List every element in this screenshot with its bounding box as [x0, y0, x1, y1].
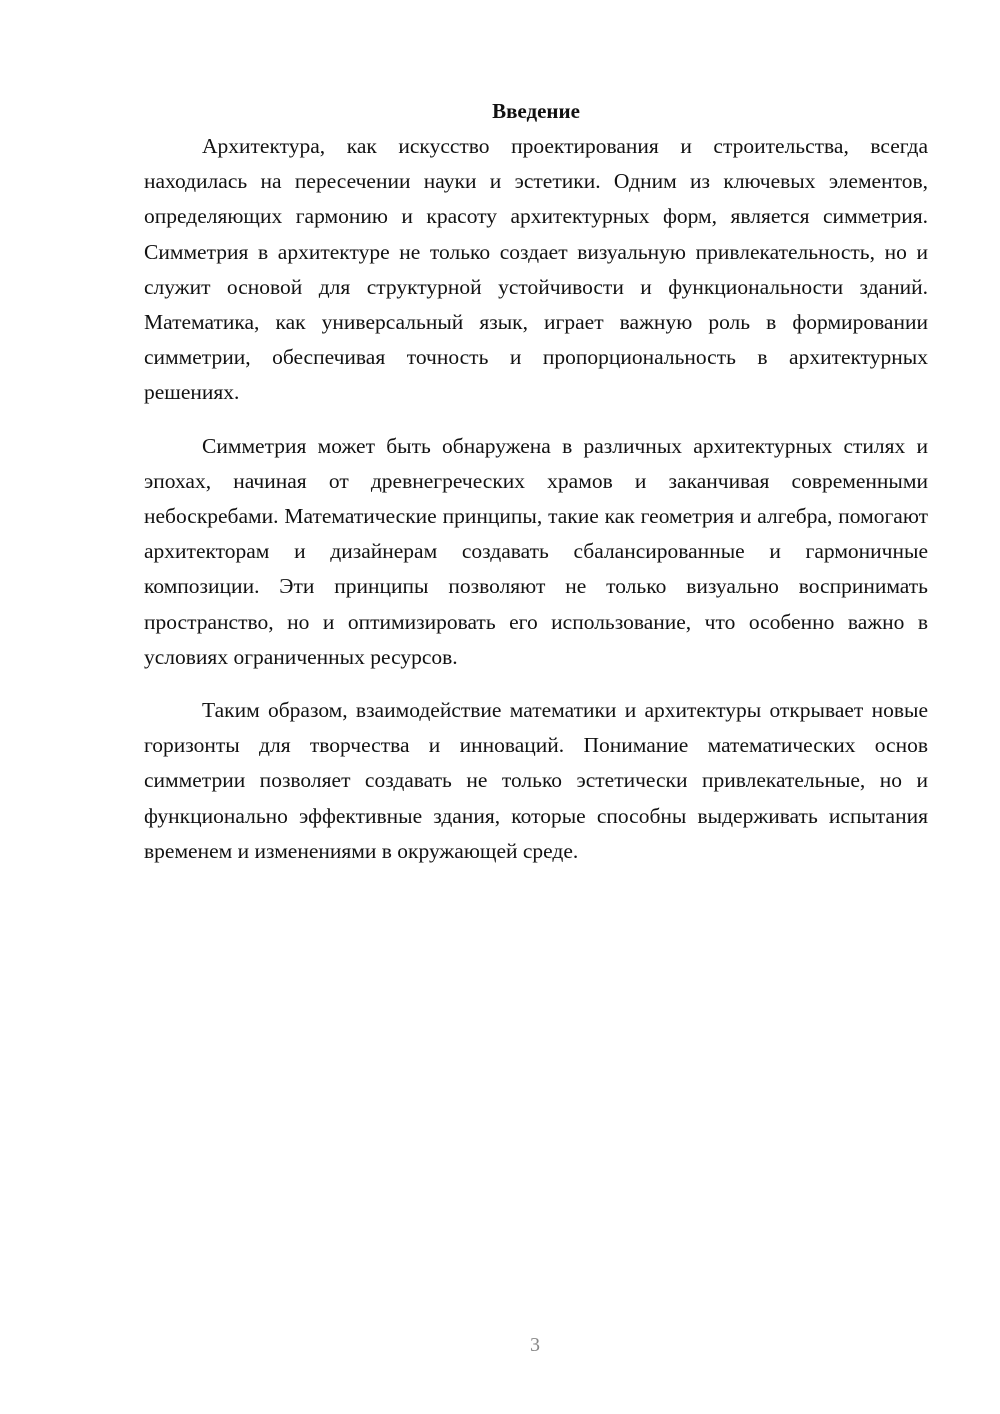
page-content: [144, 94, 928, 869]
section-title: Введение: [492, 99, 580, 123]
page-number: 3: [530, 1334, 540, 1356]
paragraph-1: Архитектура, как искусство проектирования и строительства, всегда находилась на пересечении науки и эстетики. Одним из ключевых элементов, определяющих гармонию и красоту архитектурных форм, является симметрия. Симметрия в архитектуре не только создает визуальную привлекательность, но и служит основой для структурной устойчивости и функциональности зданий. Математика, как универсальный язык, играет важную роль в формировании симметрии, обеспечивая точность и пропорциональность в архитектурных решениях.: [144, 134, 928, 405]
paragraph-2: Симметрия может быть обнаружена в различных архитектурных стилях и эпохах, начиная от древнегреческих храмов и заканчивая современными небоскребами. Математические принципы, такие как геометрия и алгебра, помогают архитекторам и дизайнерам создавать сбалансированные и гармоничные композиции. Эти принципы позволяют не только визуально воспринимать пространство, но и оптимизировать его использование, что особенно важно в условиях ограниченных ресурсов.: [144, 433, 928, 669]
paragraph-3: Таким образом, взаимодействие математики и архитектуры открывает новые горизонты для творчества и инноваций. Понимание математических основ симметрии позволяет создавать не только эстетически привлекательные, но и функционально эффективные здания, которые способны выдерживать испытания временем и изменениями в окружающей среде.: [144, 698, 928, 863]
